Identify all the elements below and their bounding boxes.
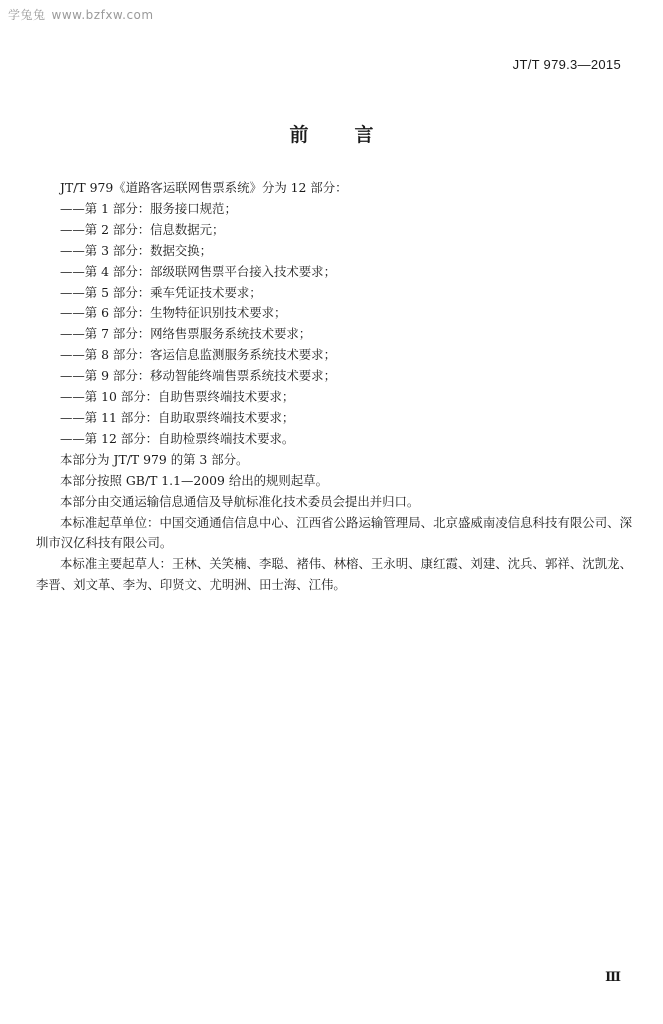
part-list-item: ——第 1 部分：服务接口规范；: [60, 200, 237, 216]
watermark-site-name: 学兔兔: [8, 8, 46, 22]
watermark: [8, 6, 154, 23]
part-list-item: ——第 7 部分：网络售票服务系统技术要求；: [60, 326, 312, 342]
part-list-item: ——第 12 部分：自助检票终端技术要求。: [60, 430, 295, 446]
part-list-item: ——第 3 部分：数据交换；: [60, 242, 213, 258]
part-list-item: ——第 5 部分：乘车凭证技术要求；: [60, 284, 262, 300]
part-list-item: ——第 11 部分：自助取票终端技术要求；: [60, 409, 295, 425]
part-list-item: ——第 2 部分：信息数据元；: [60, 221, 225, 237]
part-list-item: ——第 10 部分：自助售票终端技术要求；: [60, 389, 295, 405]
drafting-units: 本标准起草单位：中国交通通信信息中心、江西省公路运输管理局、北京盛威南凌信息科技有限公司、深圳市汉亿科技有限公司。: [36, 514, 632, 551]
part-list-item: ——第 8 部分：客运信息监测服务系统技术要求；: [60, 347, 336, 363]
foreword-body: [36, 178, 632, 596]
page-number: Ⅲ: [605, 970, 620, 985]
part-list-item: ——第 6 部分：生物特征识别技术要求；: [60, 305, 287, 321]
part-statement: 本部分为 JT/T 979 的第 3 部分。: [60, 451, 249, 467]
drafters: 本标准主要起草人：王林、关笑楠、李聪、褚伟、林榕、王永明、康红霞、刘建、沈兵、郭祥、沈凯龙、李晋、刘文革、李为、印贤文、尤明洲、田士海、江伟。: [36, 556, 632, 593]
part-list-item: ——第 4 部分：部级联网售票平台接入技术要求；: [60, 263, 336, 279]
drafting-rules-statement: 本部分按照 GB/T 1.1—2009 给出的规则起草。: [60, 472, 328, 488]
part-list-item: ——第 9 部分：移动智能终端售票系统技术要求；: [60, 368, 336, 384]
standard-code: JT/T 979.3—2015: [512, 57, 621, 72]
proposer-statement: 本部分由交通运输信息通信及导航标准化技术委员会提出并归口。: [60, 493, 420, 509]
watermark-url: www.bzfxw.com: [51, 8, 154, 22]
intro-paragraph: JT/T 979《道路客运联网售票系统》分为 12 部分：: [60, 180, 348, 195]
page-title: 前言: [289, 124, 420, 146]
